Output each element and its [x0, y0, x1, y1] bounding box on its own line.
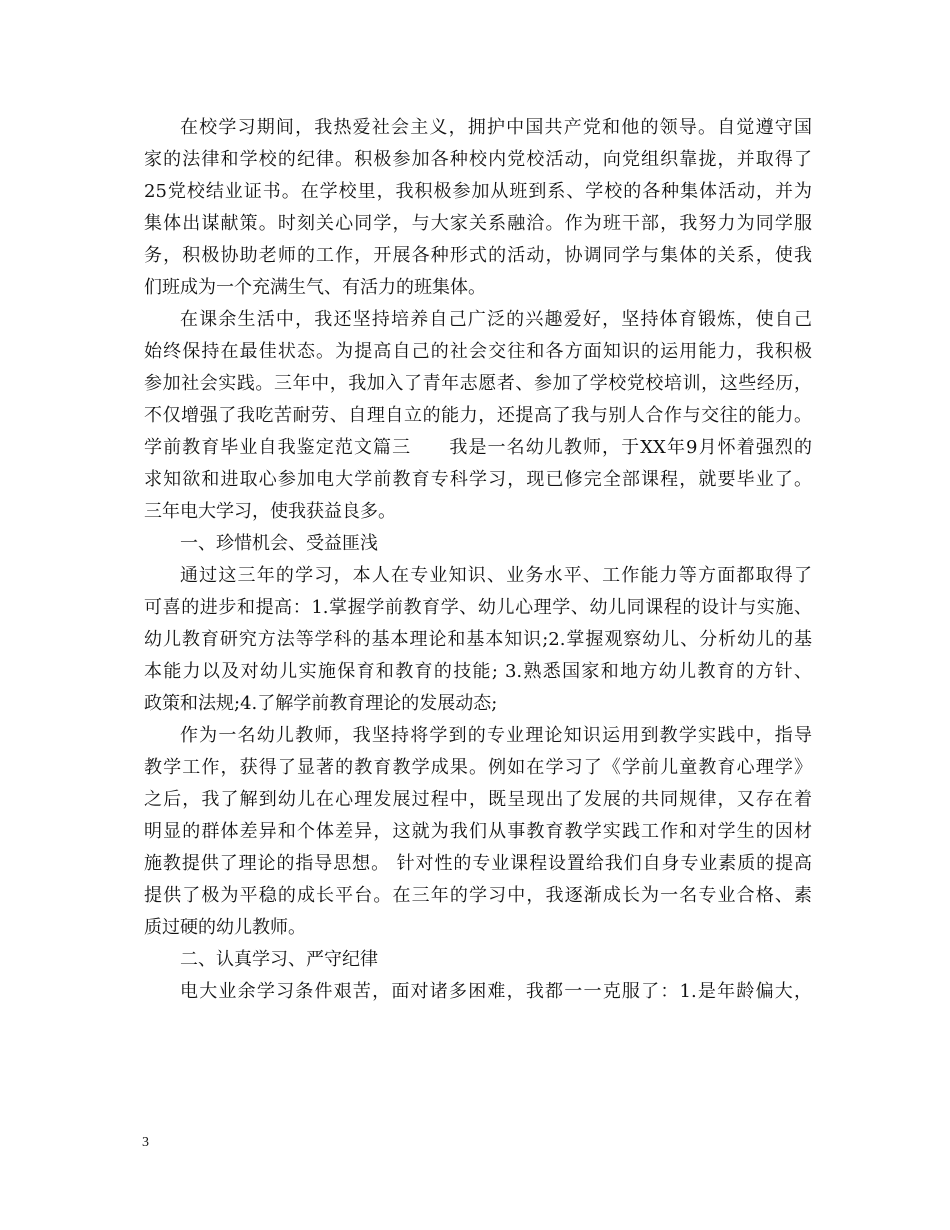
- text-line: 质过硬的幼儿教师。: [144, 917, 306, 938]
- text-line: 集体出谋献策。时刻关心同学，与大家关系融洽。作为班干部，我努力为同学服: [144, 213, 812, 234]
- text-line: 施教提供了理论的指导思想。 针对性的专业课程设置给我们自身专业素质的提高: [144, 853, 812, 874]
- text-line: 教学工作，获得了显著的教育教学成果。例如在学习了《学前儿童教育心理学》: [144, 757, 812, 778]
- text-line: 明显的群体差异和个体差异，这就为我们从事教育教学实践工作和对学生的因材: [144, 821, 812, 842]
- text-line: 们班成为一个充满生气、有活力的班集体。: [144, 277, 486, 298]
- text-line: 始终保持在最佳状态。为提高自己的社会交往和各方面知识的运用能力，我积极: [144, 341, 812, 362]
- document-body: [144, 112, 812, 1008]
- text-line: 求知欲和进取心参加电大学前教育专科学习，现已修完全部课程，就要毕业了。: [144, 469, 812, 490]
- text-line: 可喜的进步和提高：1.掌握学前教育学、幼儿心理学、幼儿同课程的设计与实施、: [144, 597, 812, 618]
- text-line: 不仅增强了我吃苦耐劳、自理自立的能力，还提高了我与别人合作与交往的能力。: [144, 405, 812, 426]
- text-line: 之后，我了解到幼儿在心理发展过程中，既呈现出了发展的共同规律，又存在着: [144, 789, 812, 810]
- text-line: 幼儿教育研究方法等学科的基本理论和基本知识;2.掌握观察幼儿、分析幼儿的基: [144, 629, 812, 650]
- text-line: 在校学习期间，我热爱社会主义，拥护中国共产党和他的领导。自觉遵守国: [180, 117, 812, 138]
- text-line: 三年电大学习，使我获益良多。: [144, 501, 396, 522]
- text-line: 作为一名幼儿教师，我坚持将学到的专业理论知识运用到教学实践中，指导: [180, 725, 812, 746]
- section-heading: 二、认真学习、严守纪律: [180, 949, 378, 970]
- text-line: 学前教育毕业自我鉴定范文篇三 我是一名幼儿教师，于XX年9月怀着强烈的: [144, 437, 812, 458]
- text-line: 参加社会实践。三年中，我加入了青年志愿者、参加了学校党校培训，这些经历，: [144, 373, 812, 394]
- text-line: 政策和法规;4.了解学前教育理论的发展动态;: [144, 693, 498, 714]
- section-heading: 一、珍惜机会、受益匪浅: [180, 533, 378, 554]
- text-line: 务，积极协助老师的工作，开展各种形式的活动，协调同学与集体的关系，使我: [144, 245, 812, 266]
- text-line: 电大业余学习条件艰苦，面对诸多困难，我都一一克服了：1.是年龄偏大，: [180, 981, 812, 1002]
- text-line: 本能力以及对幼儿实施保育和教育的技能; 3.熟悉国家和地方幼儿教育的方针、: [144, 661, 812, 682]
- text-line: 25党校结业证书。在学校里，我积极参加从班到系、学校的各种集体活动，并为: [144, 181, 812, 202]
- text-line: 家的法律和学校的纪律。积极参加各种校内党校活动，向党组织靠拢，并取得了: [144, 149, 812, 170]
- page-number: 3: [142, 1135, 149, 1150]
- text-line: 通过这三年的学习，本人在专业知识、业务水平、工作能力等方面都取得了: [180, 565, 812, 586]
- text-line: 在课余生活中，我还坚持培养自己广泛的兴趣爱好，坚持体育锻炼，使自己: [180, 309, 812, 330]
- text-line: 提供了极为平稳的成长平台。在三年的学习中，我逐渐成长为一名专业合格、素: [144, 885, 812, 906]
